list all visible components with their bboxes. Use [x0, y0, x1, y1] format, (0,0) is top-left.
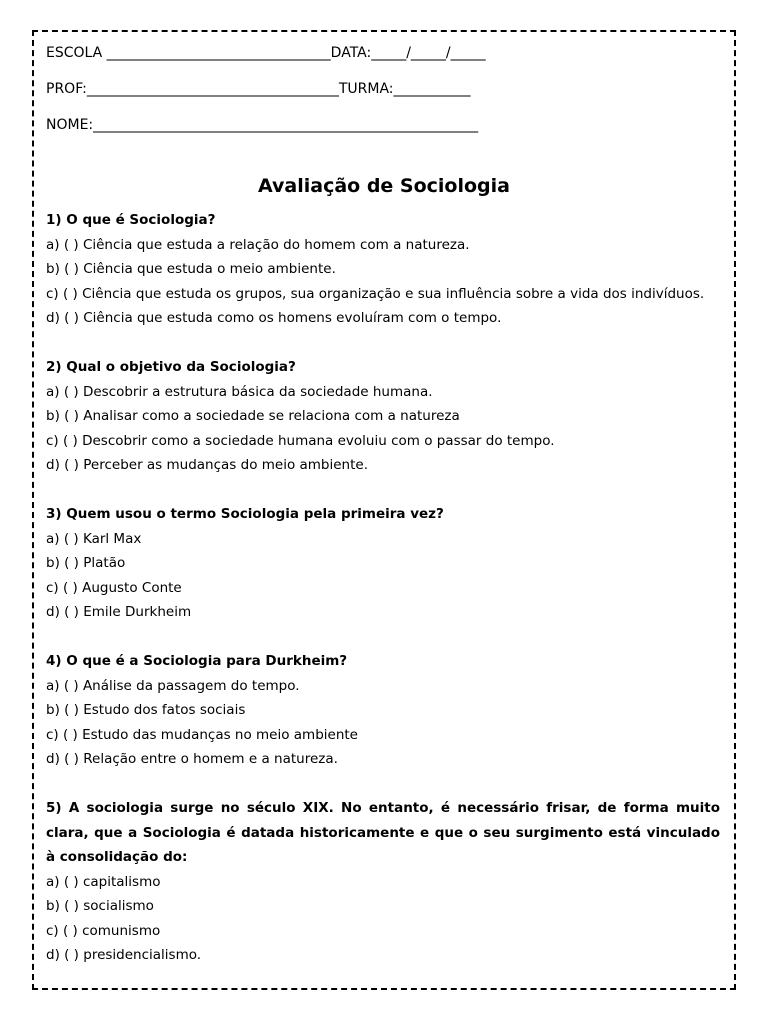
question-5-option-c: c) ( ) comunismo: [46, 922, 161, 939]
question-4-option-b: b) ( ) Estudo dos fatos sociais: [46, 702, 246, 718]
question-4-option-c: c) ( ) Estudo das mudanças no meio ambiente: [46, 726, 358, 743]
question-1-option-b: b) ( ) Ciência que estuda o meio ambiente.: [46, 261, 336, 277]
question-block-1: [46, 208, 720, 331]
question-5-option-a: a) ( ) capitalismo: [46, 873, 161, 890]
question-3-option-b: b) ( ) Platão: [46, 555, 126, 571]
question-block-3: [46, 502, 720, 625]
question-2-option-b: b) ( ) Analisar como a sociedade se relaciona com a natureza: [46, 408, 460, 424]
question-1-option-c: c) ( ) Ciência que estuda os grupos, sua organização e sua influência sobre a vida dos indivíduos.: [46, 285, 705, 302]
question-4-option-a: a) ( ) Análise da passagem do tempo.: [46, 677, 300, 694]
question-5-option-d: d) ( ) presidencialismo.: [46, 947, 202, 963]
question-3-option-c: c) ( ) Augusto Conte: [46, 579, 182, 596]
question-3-text: 3) Quem usou o termo Sociologia pela primeira vez?: [46, 506, 444, 522]
question-block-5: [46, 796, 720, 968]
question-1-option-a: a) ( ) Ciência que estuda a relação do homem com a natureza.: [46, 236, 470, 253]
question-2-text: 2) Qual o objetivo da Sociologia?: [46, 359, 296, 375]
question-5-option-b: b) ( ) socialismo: [46, 898, 154, 914]
question-2-option-d: d) ( ) Perceber as mudanças do meio ambiente.: [46, 457, 369, 473]
page-title: Avaliação de Sociologia: [257, 175, 510, 197]
teacher-class-line: PROF:____________________________________TURMA:___________: [46, 81, 471, 97]
questions-section: [46, 208, 720, 992]
question-block-2: [46, 355, 720, 478]
question-2-option-c: c) ( ) Descobrir como a sociedade humana evoluiu com o passar do tempo.: [46, 432, 555, 449]
question-3-option-d: d) ( ) Emile Durkheim: [46, 604, 192, 620]
header-fields: [46, 42, 666, 150]
question-4-option-d: d) ( ) Relação entre o homem e a natureza.: [46, 751, 338, 767]
question-3-option-a: a) ( ) Karl Max: [46, 530, 142, 547]
question-5-text: 5) A sociologia surge no século XIX. No entanto, é necessário frisar, de forma muito clara, que a Sociologia é datada historicamente e que o seu surgimento está vinculado à consolidação do:: [46, 800, 720, 865]
question-4-text: 4) O que é a Sociologia para Durkheim?: [46, 653, 348, 669]
question-1-option-d: d) ( ) Ciência que estuda como os homens evoluíram com o tempo.: [46, 310, 502, 326]
student-name-line: NOME:_______________________________________________________: [46, 117, 479, 133]
question-1-text: 1) O que é Sociologia?: [46, 212, 216, 228]
question-block-4: [46, 649, 720, 772]
school-date-line: ESCOLA ________________________________DATA:_____/_____/_____: [46, 45, 486, 61]
question-2-option-a: a) ( ) Descobrir a estrutura básica da sociedade humana.: [46, 383, 433, 400]
